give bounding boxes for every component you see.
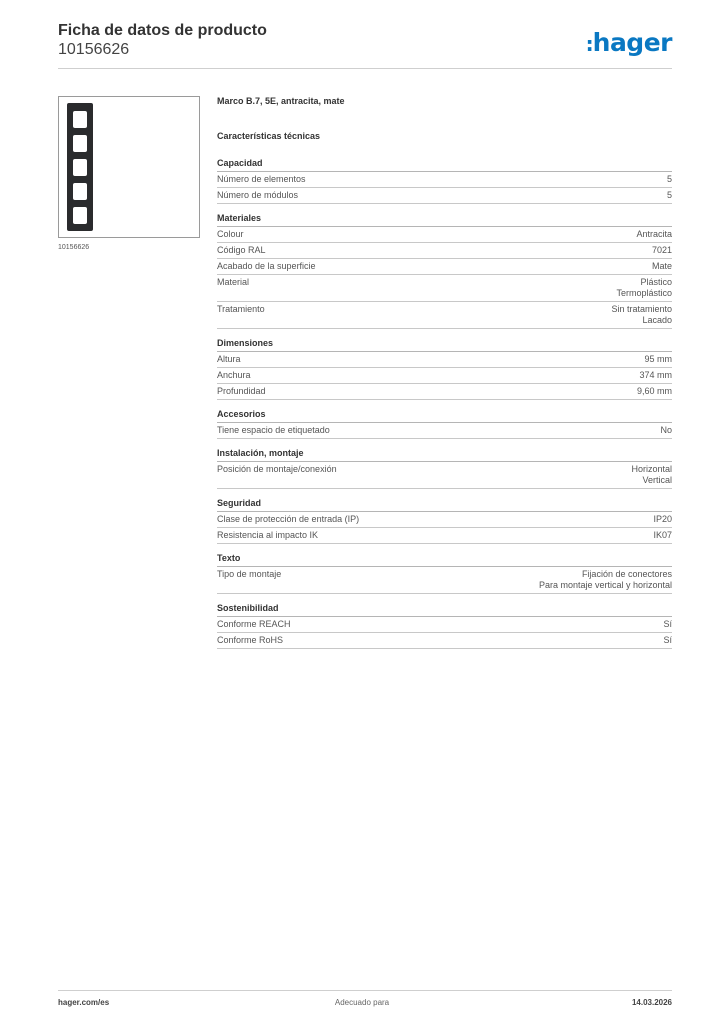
spec-value-line: 95 mm	[644, 354, 672, 364]
spec-label: Tipo de montaje	[217, 569, 282, 579]
spec-label: Tratamiento	[217, 304, 265, 314]
spec-section	[217, 553, 672, 594]
spec-row	[217, 302, 672, 329]
spec-value-line: IK07	[653, 530, 672, 540]
spec-value-line: Antracita	[636, 229, 672, 239]
spec-value	[539, 569, 672, 591]
spec-value-line: 7021	[651, 245, 672, 255]
spec-value	[663, 635, 672, 646]
spec-value	[631, 464, 672, 486]
spec-value	[639, 370, 672, 381]
spec-value	[636, 229, 672, 240]
spec-row	[217, 423, 672, 439]
footer-website: hager.com/es	[58, 998, 110, 1007]
page-title: Ficha de datos de producto	[58, 22, 267, 39]
spec-value-line: Mate	[651, 261, 672, 271]
spec-row	[217, 227, 672, 243]
footer-divider	[58, 990, 672, 991]
section-title: Dimensiones	[217, 338, 672, 352]
section-title: Sostenibilidad	[217, 603, 672, 617]
spec-value-line: Termoplástico	[616, 288, 672, 298]
frame-5-gang-icon	[67, 103, 93, 231]
product-name: Marco B.7, 5E, antracita, mate	[217, 96, 345, 106]
footer-date: 14.03.2026	[631, 998, 672, 1007]
spec-section	[217, 603, 672, 649]
spec-section	[217, 498, 672, 544]
spec-row	[217, 384, 672, 400]
spec-label: Altura	[217, 354, 241, 364]
spec-value	[663, 619, 672, 630]
spec-label: Conforme REACH	[217, 619, 291, 629]
image-caption: 10156626	[58, 244, 90, 251]
spec-value-line: 9,60 mm	[636, 386, 672, 396]
spec-section	[217, 409, 672, 439]
frame-opening	[73, 135, 87, 152]
spec-row	[217, 172, 672, 188]
spec-label: Tiene espacio de etiquetado	[217, 425, 330, 435]
spec-value-line: Sí	[663, 619, 672, 629]
spec-row	[217, 528, 672, 544]
footer-suitable-for: Adecuado para	[334, 998, 390, 1007]
frame-opening	[73, 159, 87, 176]
section-title: Instalación, montaje	[217, 448, 672, 462]
hager-logo	[586, 28, 672, 57]
spec-value-line: 5	[666, 190, 672, 200]
technical-characteristics-heading: Características técnicas	[217, 131, 321, 141]
spec-value	[611, 304, 672, 326]
product-image	[58, 96, 200, 238]
frame-opening	[73, 207, 87, 224]
spec-value-line: Para montaje vertical y horizontal	[538, 580, 672, 590]
spec-value-line: Sí	[663, 635, 672, 645]
spec-value-line: No	[660, 425, 672, 435]
spec-value-line: Horizontal	[631, 464, 672, 474]
logo-text: hager	[592, 28, 672, 57]
spec-label: Conforme RoHS	[217, 635, 284, 645]
spec-label: Posición de montaje/conexión	[217, 464, 337, 474]
spec-content	[217, 96, 672, 658]
spec-label: Colour	[217, 229, 244, 239]
spec-value	[653, 530, 672, 541]
spec-label: Resistencia al impacto IK	[217, 530, 319, 540]
spec-value	[652, 245, 672, 256]
spec-label: Código RAL	[217, 245, 266, 255]
spec-value	[667, 174, 672, 185]
spec-label: Número de módulos	[217, 190, 299, 200]
spec-row	[217, 352, 672, 368]
spec-section	[217, 158, 672, 204]
spec-value-line: Vertical	[642, 475, 672, 485]
spec-value-line: 374 mm	[639, 370, 672, 380]
spec-value	[637, 386, 672, 397]
spec-value	[652, 261, 672, 272]
frame-opening	[73, 111, 87, 128]
section-title: Capacidad	[217, 158, 672, 172]
section-title: Materiales	[217, 213, 672, 227]
spec-row	[217, 462, 672, 489]
spec-row	[217, 633, 672, 649]
spec-value-line: Fijación de conectores	[581, 569, 672, 579]
spec-value	[644, 354, 672, 365]
spec-row	[217, 275, 672, 302]
document-header	[58, 22, 267, 59]
spec-label: Clase de protección de entrada (IP)	[217, 514, 360, 524]
section-title: Texto	[217, 553, 672, 567]
spec-sections	[217, 158, 672, 649]
spec-row	[217, 567, 672, 594]
spec-value-line: Lacado	[642, 315, 672, 325]
spec-row	[217, 259, 672, 275]
spec-label: Acabado de la superficie	[217, 261, 316, 271]
spec-value-line: IP20	[653, 514, 672, 524]
spec-section	[217, 338, 672, 400]
spec-row	[217, 188, 672, 204]
spec-value-line: Sin tratamiento	[611, 304, 672, 314]
spec-value	[667, 190, 672, 201]
section-title: Seguridad	[217, 498, 672, 512]
spec-label: Anchura	[217, 370, 251, 380]
product-code: 10156626	[58, 41, 130, 58]
header-divider	[58, 68, 672, 69]
spec-section	[217, 213, 672, 329]
spec-label: Material	[217, 277, 250, 287]
spec-row	[217, 512, 672, 528]
spec-row	[217, 243, 672, 259]
spec-row	[217, 617, 672, 633]
frame-opening	[73, 183, 87, 200]
spec-row	[217, 368, 672, 384]
spec-label: Profundidad	[217, 386, 266, 396]
spec-section	[217, 448, 672, 489]
spec-value	[653, 514, 672, 525]
spec-label: Número de elementos	[217, 174, 306, 184]
section-title: Accesorios	[217, 409, 672, 423]
spec-value-line: 5	[666, 174, 672, 184]
spec-value	[660, 425, 672, 436]
spec-value	[616, 277, 672, 299]
logo-dots-icon: :	[585, 32, 592, 56]
spec-value-line: Plástico	[640, 277, 672, 287]
